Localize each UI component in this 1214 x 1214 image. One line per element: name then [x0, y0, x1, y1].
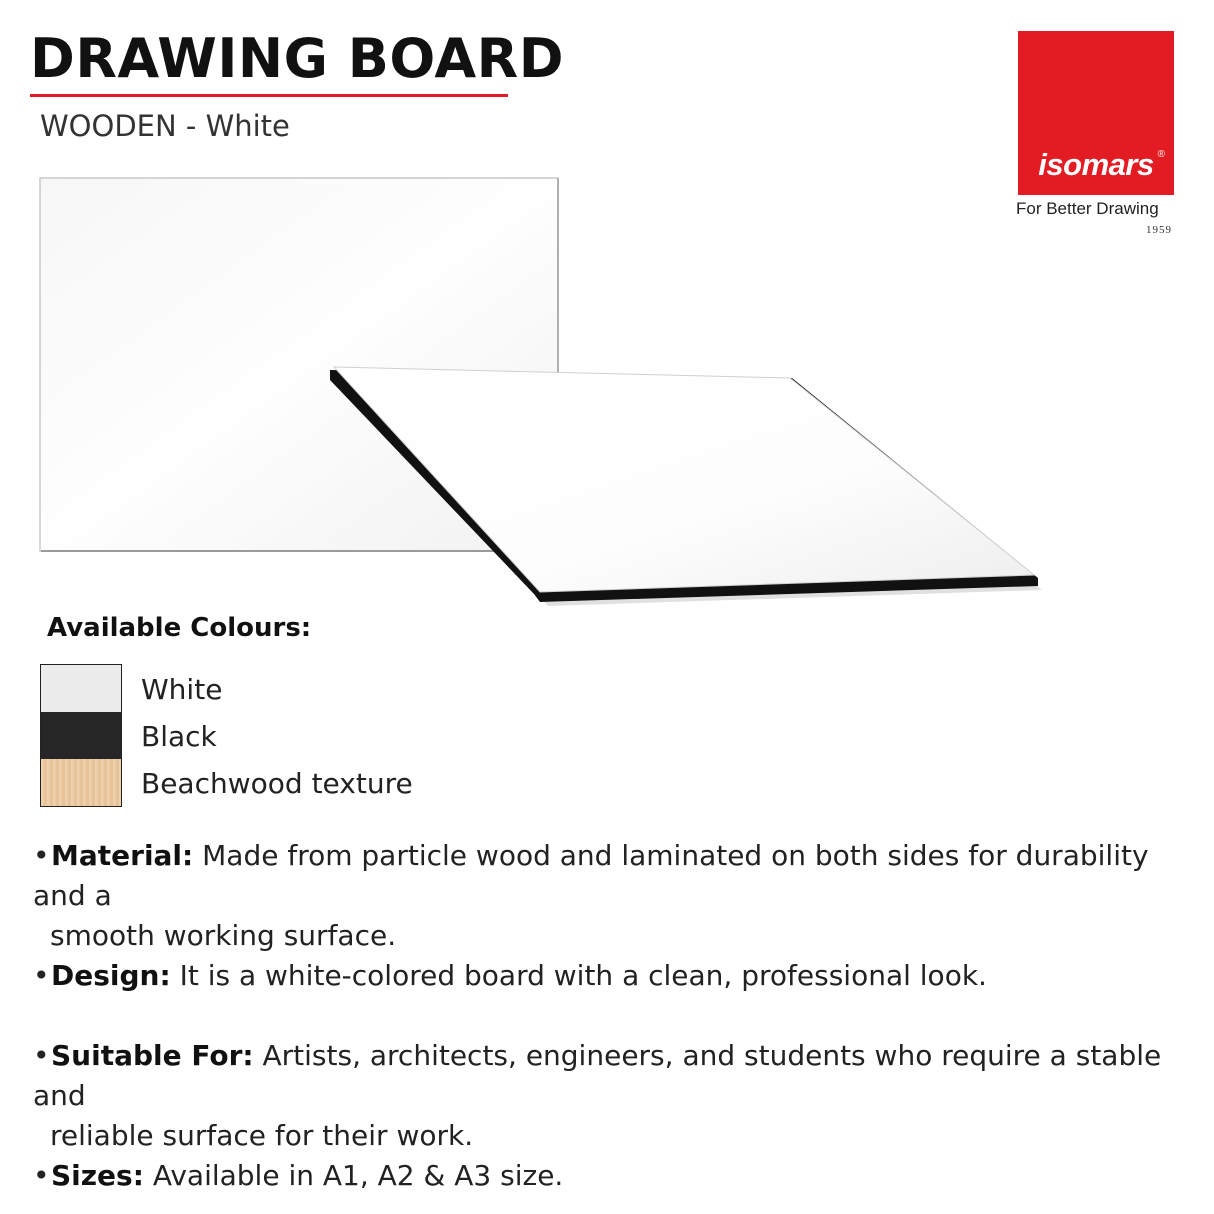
swatch-beachwood: [41, 759, 121, 806]
board-edge: [330, 370, 1038, 602]
feature-text-continued: smooth working surface.: [50, 919, 397, 952]
page-subtitle: WOODEN - White: [40, 109, 290, 143]
colour-label-white: White: [141, 673, 223, 706]
colour-label-beachwood: Beachwood texture: [141, 767, 413, 800]
swatch-white: [41, 665, 121, 712]
feature-material: [33, 836, 1183, 956]
bullet-dot: •: [33, 839, 50, 872]
board-perspective-view: [334, 367, 1034, 592]
feature-term: Sizes:: [51, 1159, 144, 1192]
brand-logo: [1018, 31, 1174, 195]
brand-wordmark: isomars: [1038, 147, 1154, 182]
feature-text: Artists, architects, engineers, and students who require a stable and: [33, 1039, 1162, 1112]
feature-text: It is a white-colored board with a clean, professional look.: [170, 959, 987, 992]
feature-text: Available in A1, A2 & A3 size.: [143, 1159, 564, 1192]
feature-sizes: [33, 1156, 1183, 1196]
colours-heading: Available Colours:: [47, 613, 312, 643]
bullet-dot: •: [33, 959, 50, 992]
title-underline: [30, 94, 508, 97]
board-front-view: [40, 178, 558, 551]
feature-term: Design:: [51, 959, 171, 992]
feature-term: Material:: [51, 839, 194, 872]
brand-year: 1959: [1146, 224, 1172, 236]
swatch-black: [41, 712, 121, 759]
feature-term: Suitable For:: [51, 1039, 254, 1072]
registered-mark: ®: [1157, 149, 1165, 160]
feature-text-continued: reliable surface for their work.: [50, 1119, 474, 1152]
feature-suitable-for: [33, 1036, 1183, 1156]
bullet-dot: •: [33, 1159, 50, 1192]
feature-text: Made from particle wood and laminated on both sides for durability and a: [33, 839, 1149, 912]
bullet-dot: •: [33, 1039, 50, 1072]
colour-swatches: [40, 664, 122, 807]
colour-label-black: Black: [141, 720, 217, 753]
page-title: DRAWING BOARD: [30, 27, 565, 90]
brand-tagline: For Better Drawing: [1016, 199, 1159, 218]
feature-design: [33, 956, 1183, 996]
